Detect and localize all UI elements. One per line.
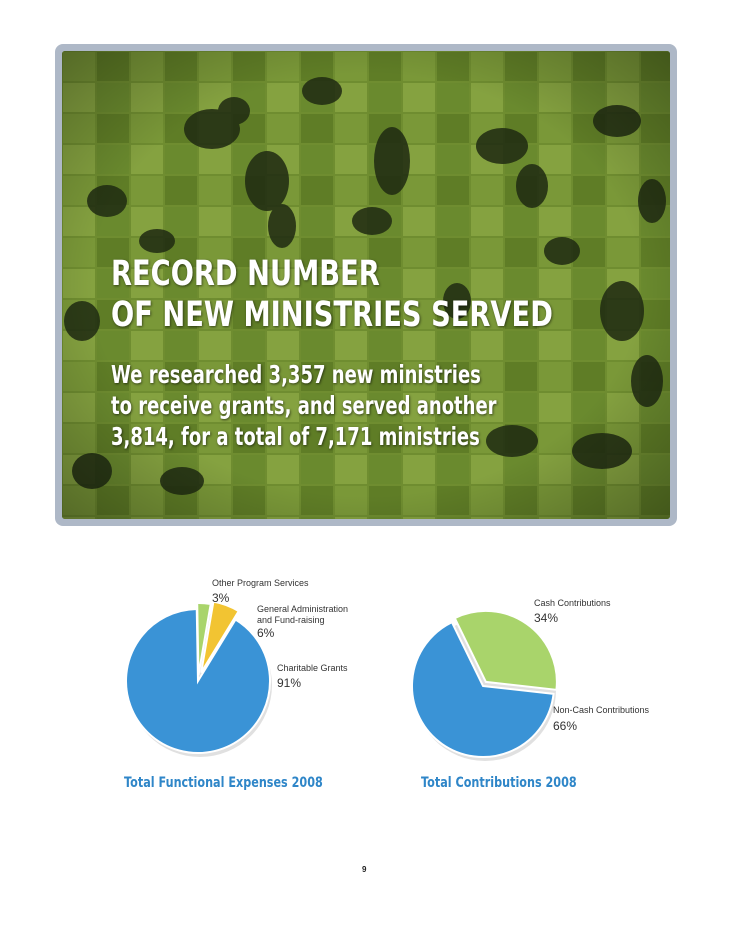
hero-title-line: OF NEW MINISTRIES SERVED bbox=[111, 295, 553, 335]
slice-percent-general-administration: 6% bbox=[257, 626, 275, 640]
hero-body-line: to receive grants, and served another bbox=[111, 391, 497, 420]
hero-title-line: RECORD NUMBER bbox=[111, 254, 380, 294]
slice-label-cash-contributions: Cash Contributions bbox=[534, 598, 611, 608]
hero-body-line: 3,814, for a total of 7,171 ministries bbox=[111, 422, 480, 451]
slice-percent-non-cash-contributions: 66% bbox=[553, 719, 578, 733]
hero-body-line: We researched 3,357 new ministries bbox=[111, 360, 481, 389]
slice-percent-cash-contributions: 34% bbox=[534, 611, 559, 625]
slice-label-charitable-grants: Charitable Grants bbox=[277, 663, 348, 673]
pie-slice-charitable-grants bbox=[126, 609, 270, 753]
slice-label-other-program-services: Other Program Services bbox=[212, 578, 309, 588]
slice-label-fund-raising: and Fund-raising bbox=[257, 615, 325, 625]
slice-label-non-cash-contributions: Non-Cash Contributions bbox=[553, 705, 650, 715]
slice-percent-other-program-services: 3% bbox=[212, 591, 230, 605]
page-number: 9 bbox=[362, 865, 367, 874]
slice-label-general-administration: General Administration bbox=[257, 604, 349, 614]
chart-title-total-contributions: Total Contributions 2008 bbox=[421, 775, 577, 791]
slice-percent-charitable-grants: 91% bbox=[277, 676, 302, 690]
chart-title-functional-expenses: Total Functional Expenses 2008 bbox=[124, 775, 323, 791]
